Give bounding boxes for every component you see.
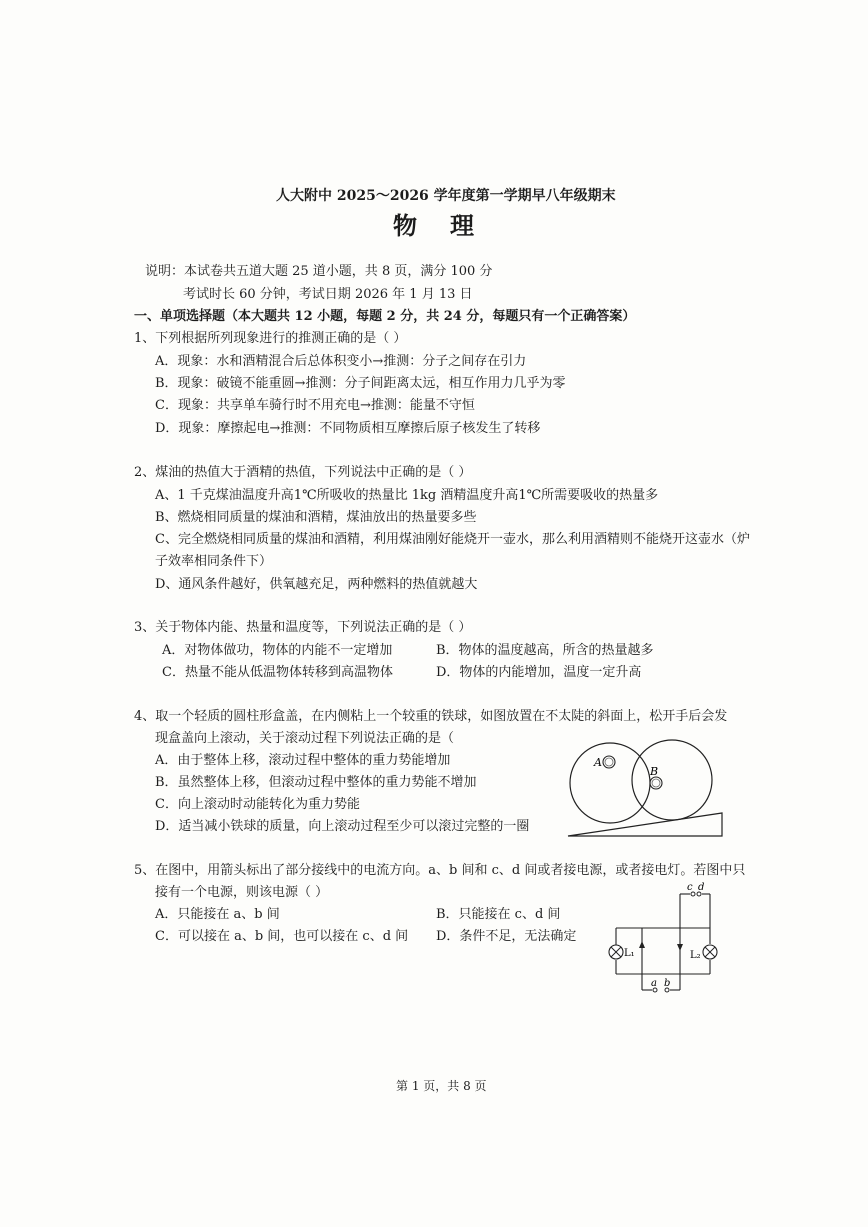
q4-option-c: C．向上滚动时动能转化为重力势能 [155,797,360,812]
q3-option-c: C．热量不能从低温物体转移到高温物体 [162,665,393,680]
figure-label-a: A [594,756,602,769]
subject-char-1: 物 [393,211,419,240]
q3-stem: 3、关于物体内能、热量和温度等，下列说法正确的是（ ） [134,620,472,635]
q4-option-d: D．适当减小铁球的质量，向上滚动过程至少可以滚过完整的一圈 [155,819,530,834]
page-footer: 第 1 页，共 8 页 [396,1079,487,1093]
q5-option-a: A．只能接在 a、b 间 [155,907,280,922]
lamp-l2-icon [703,945,717,959]
label-b: b [664,978,671,989]
label-a: a [651,978,657,989]
current-arrow-down-icon [677,944,683,951]
q5-option-b: B．只能接在 c、d 间 [436,907,561,922]
q1-option-c: C．现象：共享单车骑行时不用充电→推测：能量不守恒 [155,398,475,413]
label-l2: L₂ [690,950,701,961]
q5-option-c: C．可以接在 a、b 间，也可以接在 c、d 间 [155,929,409,944]
box-lid-left [570,743,650,823]
current-arrow-up-icon [639,941,645,948]
q2-option-c-line2: 子效率相同条件下） [155,554,273,569]
q2-option-c-line1: C、完全燃烧相同质量的煤油和酒精，利用煤油刚好能烧开一壶水，那么利用酒精则不能烧开这壶水（炉 [155,532,750,547]
q2-stem: 2、煤油的热值大于酒精的热值，下列说法中正确的是（ ） [134,465,472,480]
q4-incline-figure [560,728,730,846]
notes-line-2: 考试时长 60 分钟，考试日期 2026 年 1 月 13 日 [183,287,473,302]
lamp-l1-icon [609,945,623,959]
incline-ramp [568,813,722,836]
q5-circuit-figure [598,882,728,998]
q3-option-d: D．物体的内能增加，温度一定升高 [436,665,642,680]
label-c: c [687,882,693,893]
q1-option-a: A．现象：水和酒精混合后总体积变小→推测：分子之间存在引力 [155,354,527,369]
q1-option-b: B．现象：破镜不能重圆→推测：分子间距离太远，相互作用力几乎为零 [155,376,566,391]
subject-char-2: 理 [450,211,476,240]
q1-stem: 1、下列根据所列现象进行的推测正确的是（ ） [134,331,407,346]
q3-option-a: A．对物体做功，物体的内能不一定增加 [162,643,393,658]
q5-stem-line2: 接有一个电源，则该电源（ ） [155,885,329,900]
q2-option-d: D、通风条件越好，供氧越充足，两种燃料的热值就越大 [155,577,478,592]
q1-option-d: D．现象：摩擦起电→推测：不同物质相互摩擦后原子核发生了转移 [155,421,541,436]
q5-stem-line1: 5、在图中，用箭头标出了部分接线中的电流方向。a、b 间和 c、d 间或者接电源，或者接电灯。若图中只 [134,863,746,878]
q2-option-b: B、燃烧相同质量的煤油和酒精，煤油放出的热量要多些 [155,510,477,525]
label-d: d [698,882,705,893]
q3-option-b: B．物体的温度越高，所含的热量越多 [436,643,654,658]
q4-option-b: B．虽然整体上移，但滚动过程中整体的重力势能不增加 [155,775,477,790]
box-lid-right [632,740,712,820]
figure-label-b: B [650,765,659,778]
exam-title: 人大附中 2025～2026 学年度第一学期早八年级期末 [276,188,616,204]
section-1-heading: 一、单项选择题（本大题共 12 小题，每题 2 分，共 24 分，每题只有一个正确答案） [134,309,636,324]
q4-stem-line2: 现盒盖向上滚动，关于滚动过程下列说法正确的是（ [155,731,455,746]
q2-option-a: A、1 千克煤油温度升高1℃所吸收的热量比 1kg 酒精温度升高1℃所需要吸收的热量多 [155,488,659,503]
q5-option-d: D．条件不足，无法确定 [436,929,577,944]
q4-option-a: A．由于整体上移，滚动过程中整体的重力势能增加 [155,753,451,768]
label-l1: L₁ [624,948,635,959]
notes-line-1: 说明：本试卷共五道大题 25 道小题，共 8 页，满分 100 分 [145,264,493,279]
q4-stem-line1: 4、取一个轻质的圆柱形盒盖，在内侧粘上一个较重的铁球，如图放置在不太陡的斜面上，松开手后会发 [134,709,728,724]
